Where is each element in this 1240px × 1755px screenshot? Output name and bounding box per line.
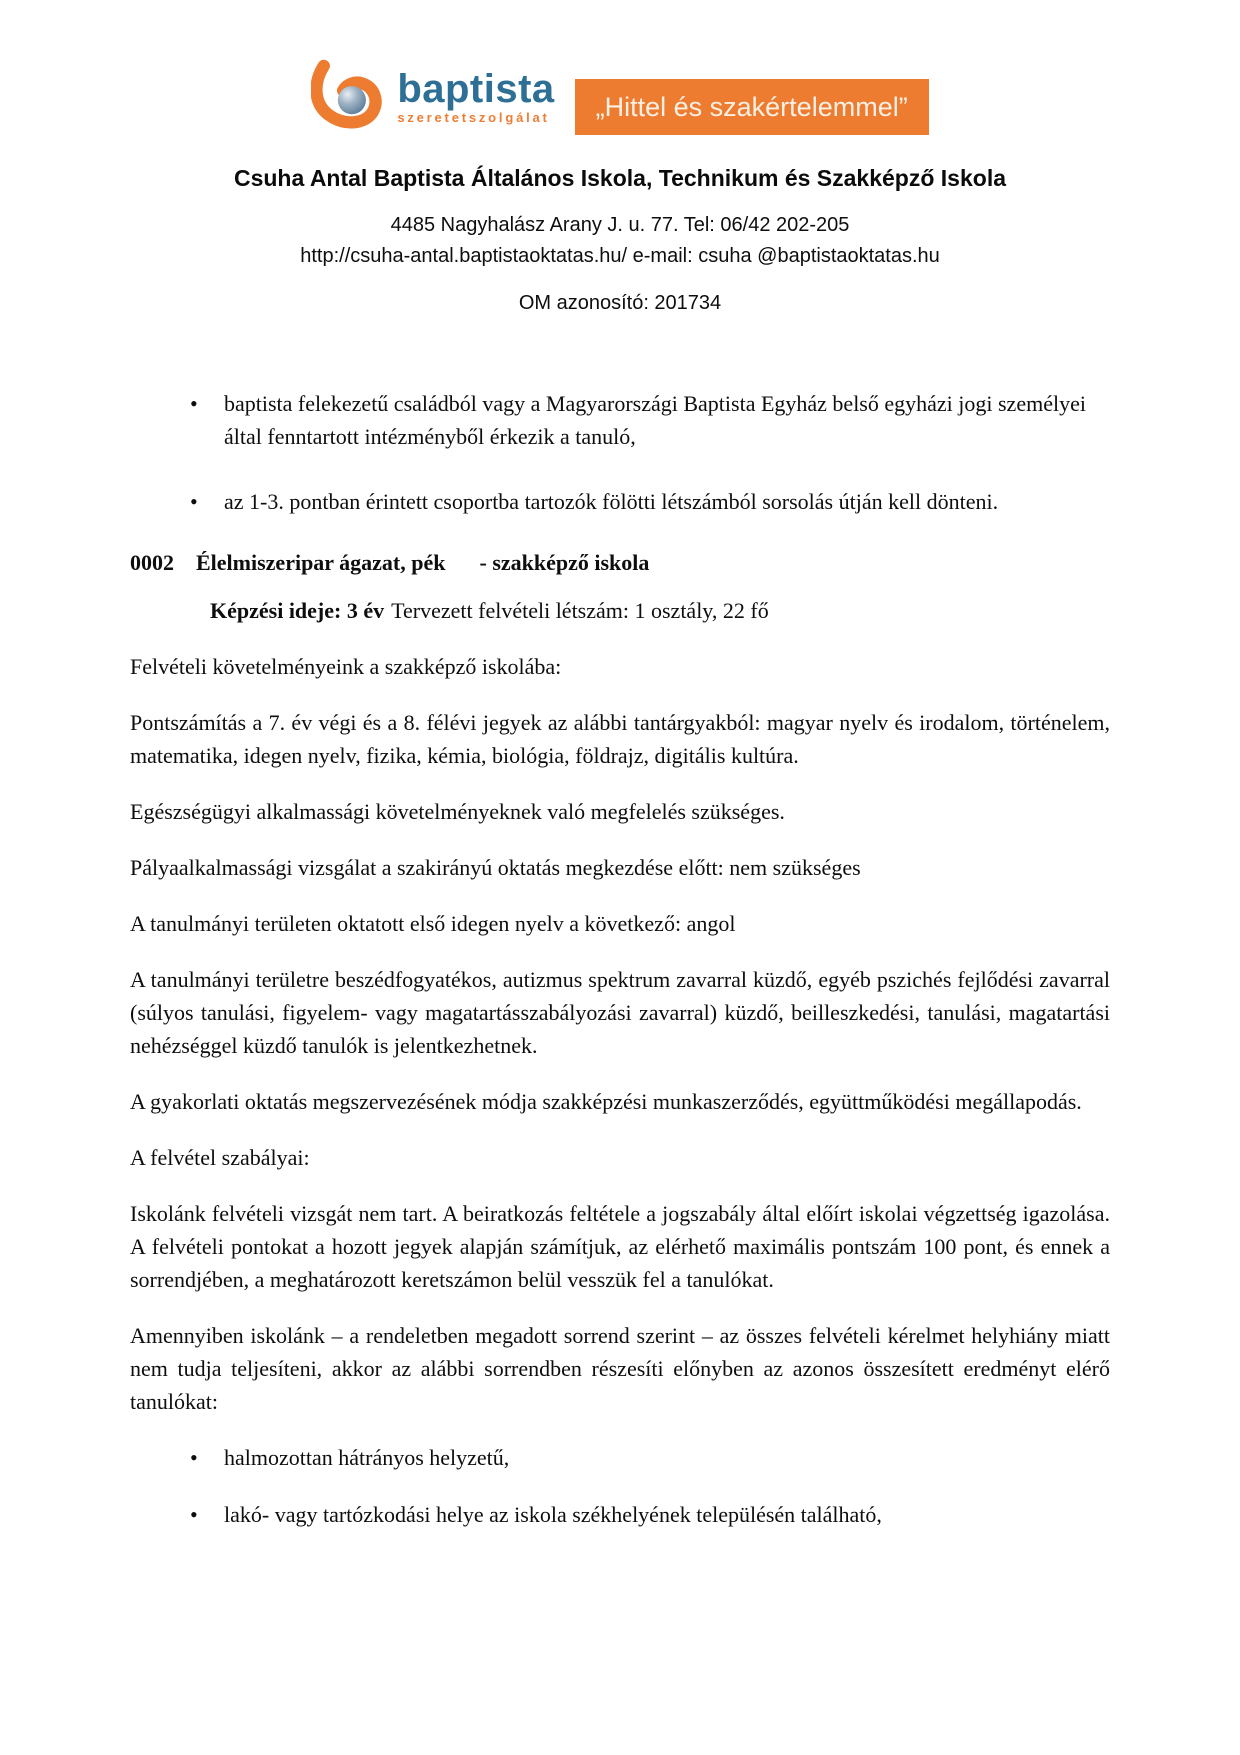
slogan-banner <box>575 79 929 135</box>
baptista-swoosh-icon <box>311 58 391 135</box>
baptista-logo <box>311 58 554 135</box>
paragraph: Pontszámítás a 7. év végi és a 8. félévi jegyek az alábbi tantárgyakból: magyar nyelv és irodalom, történelem, matematika, idegen nyelv, fizika, kémia, biológia, földrajz, digitális kultúra. <box>130 710 1110 768</box>
priority-bullet-list <box>130 1441 1110 1531</box>
list-item: • lakó- vagy tartózkodási helye az iskola székhelyének településén található, <box>130 1498 1110 1531</box>
globe-sphere <box>338 86 366 114</box>
intro-bullet-list <box>130 387 1110 518</box>
paragraph: Pályaalkalmassági vizsgálat a szakirányú oktatás megkezdése előtt: nem szükséges <box>130 855 861 880</box>
list-item: • az 1-3. pontban érintett csoportba tartozók fölötti létszámból sorsolás útján kell dönteni. <box>130 485 1110 518</box>
header-logo-row <box>130 58 1110 135</box>
list-item: • halmozottan hátrányos helyzetű, <box>130 1441 1110 1474</box>
logo-brand-text: baptista <box>397 67 555 111</box>
paragraph: Egészségügyi alkalmassági követelményeknek való megfelelés szükséges. <box>130 799 785 824</box>
paragraph: Iskolánk felvételi vizsgát nem tart. A beiratkozás feltétele a jogszabály által előírt iskolai végzettség igazolása. A felvételi pontokat a hozott jegyek alapján számítjuk, az elérhető maximális pontszám 100 pont, és ennek a sorrendjében, a meghatározott keretszámon belül vesszük fel a tanulókat. <box>130 1201 1110 1292</box>
om-identifier: OM azonosító: 201734 <box>518 292 722 314</box>
section-suffix: - szakképző iskola <box>479 550 650 575</box>
training-duration: Képzési ideje: 3 év <box>210 598 385 623</box>
school-web-email: http://csuha-antal.baptistaoktatas.hu/ e-mail: csuha @baptistaoktatas.hu <box>300 245 940 267</box>
planned-intake: Tervezett felvételi létszám: 1 osztály, 22 fő <box>391 598 769 623</box>
school-address: 4485 Nagyhalász Arany J. u. 77. Tel: 06/42 202-205 <box>390 214 850 236</box>
section-title: Élelmiszeripar ágazat, pék <box>196 550 446 575</box>
paragraph: A tanulmányi területre beszédfogyatékos, autizmus spektrum zavarral küzdő, egyéb pszichés fejlődési zavarral (súlyos tanulási, figyelem- vagy magatartásszabályozási zavarral) küzdő, beilleszkedési, tanulási, magatartási nehézséggel küzdő tanulók is jelentkezhetnek. <box>130 967 1110 1058</box>
school-name: Csuha Antal Baptista Általános Iskola, Technikum és Szakképző Iskola <box>233 165 1007 191</box>
logo-subtitle-text: szeretetszolgálat <box>397 110 550 125</box>
list-item: • baptista felekezetű családból vagy a Magyarországi Baptista Egyház belső egyházi jogi személyei által fenntartott intézményből érkezik a tanuló, <box>130 387 1110 453</box>
paragraph: Felvételi követelményeink a szakképző iskolába: <box>130 654 562 679</box>
section-code: 0002 <box>130 550 174 575</box>
training-info-line <box>130 598 1110 624</box>
paragraph: A felvétel szabályai: <box>130 1145 310 1170</box>
logo-wordmark <box>397 69 554 124</box>
paragraph: A gyakorlati oktatás megszervezésének módja szakképzési munkaszerződés, együttműködési megállapodás. <box>130 1089 1082 1114</box>
slogan-text: „Hittel és szakértelemmel” <box>595 91 908 122</box>
paragraph: A tanulmányi területen oktatott első idegen nyelv a következő: angol <box>130 911 736 936</box>
section-heading <box>130 550 1110 576</box>
paragraph: Amennyiben iskolánk – a rendeletben megadott sorrend szerint – az összes felvételi kérelmet helyhiány miatt nem tudja teljesíteni, akkor az alábbi sorrendben részesíti előnyben az azonos összesített eredményt elérő tanulókat: <box>130 1323 1110 1414</box>
